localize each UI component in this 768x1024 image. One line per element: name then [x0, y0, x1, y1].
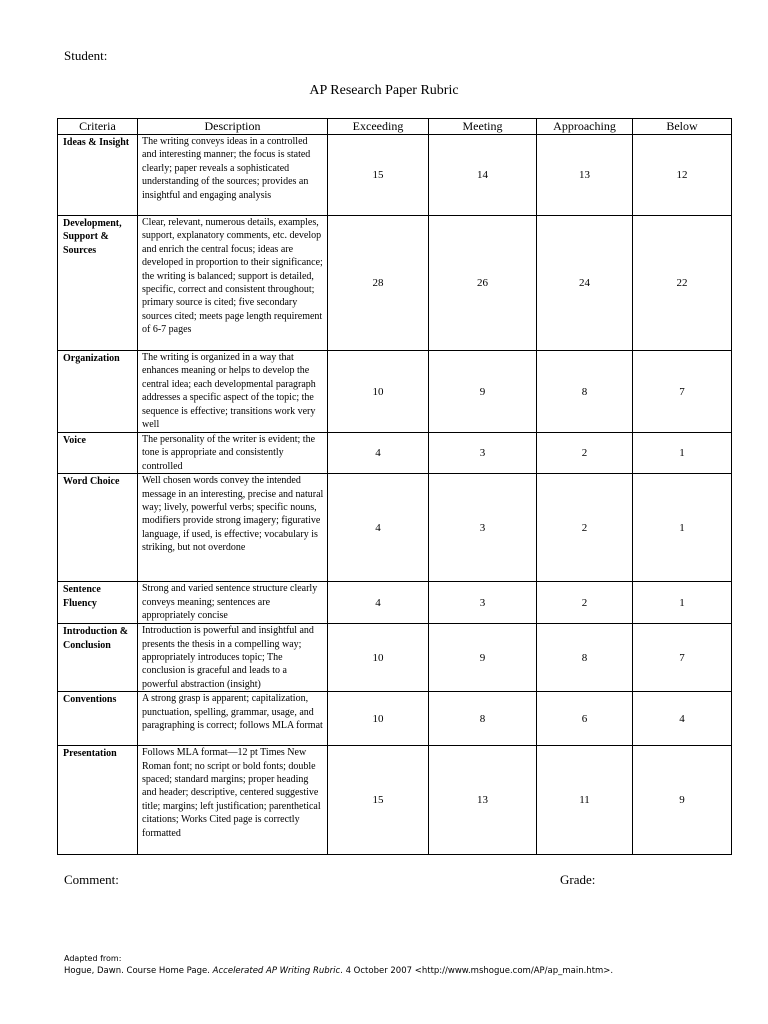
description-cell: Well chosen words convey the intended message in an interesting, precise and natural way; lively, powerful verbs; specific nouns, modifiers provide strong imagery; figurative language, if used, is effective; vocabulary is striking, but not overdone: [138, 474, 328, 582]
score-meeting: 14: [429, 135, 537, 216]
table-row: [58, 216, 732, 351]
rubric-table: [57, 118, 732, 855]
score-below: 12: [633, 135, 732, 216]
score-below: 1: [633, 582, 732, 624]
score-below: 7: [633, 351, 732, 433]
criteria-cell: Voice: [58, 433, 138, 474]
score-approaching: 2: [537, 582, 633, 624]
column-header-approaching: Approaching: [537, 119, 633, 135]
score-meeting: 9: [429, 624, 537, 692]
table-row: [58, 474, 732, 582]
page-title: AP Research Paper Rubric: [309, 83, 459, 98]
score-meeting: 8: [429, 692, 537, 746]
score-below: 1: [633, 474, 732, 582]
score-meeting: 3: [429, 582, 537, 624]
score-exceeding: 15: [328, 746, 429, 855]
table-row: [58, 351, 732, 433]
score-meeting: 13: [429, 746, 537, 855]
column-header-description: Description: [138, 119, 328, 135]
score-meeting: 26: [429, 216, 537, 351]
table-row: [58, 433, 732, 474]
criteria-cell: Ideas & Insight: [58, 135, 138, 216]
table-row: [58, 746, 732, 855]
citation: [64, 965, 613, 977]
score-below: 1: [633, 433, 732, 474]
criteria-cell: Word Choice: [58, 474, 138, 582]
description-cell: Clear, relevant, numerous details, examples, support, explanatory comments, etc. develop and enrich the central focus; ideas are developed in proportion to their significance; the writing is balanced; support is detailed, specific, correct and consistent throughout; primary source is cited; five secondary sources cited; meets page length requirement of 6-7 pages: [138, 216, 328, 351]
score-meeting: 3: [429, 433, 537, 474]
score-exceeding: 15: [328, 135, 429, 216]
description-cell: Strong and varied sentence structure clearly conveys meaning; sentences are appropriately concise: [138, 582, 328, 624]
criteria-cell: Development, Support & Sources: [58, 216, 138, 351]
citation-prefix: Hogue, Dawn. Course Home Page.: [64, 966, 213, 976]
score-approaching: 2: [537, 433, 633, 474]
score-below: 9: [633, 746, 732, 855]
table-row: [58, 135, 732, 216]
description-cell: Follows MLA format—12 pt Times New Roman font; no script or bold fonts; double spaced; standard margins; proper heading and header; descriptive, centered suggestive title; margins; left justification; parenthetical citations; Works Cited page is correctly formatted: [138, 746, 328, 855]
score-approaching: 11: [537, 746, 633, 855]
criteria-cell: Organization: [58, 351, 138, 433]
score-approaching: 2: [537, 474, 633, 582]
citation-title: Accelerated AP Writing Rubric: [212, 966, 341, 976]
score-exceeding: 28: [328, 216, 429, 351]
criteria-cell: Introduction & Conclusion: [58, 624, 138, 692]
criteria-cell: Presentation: [58, 746, 138, 855]
header-row: [58, 119, 732, 135]
column-header-below: Below: [633, 119, 732, 135]
table-row: [58, 692, 732, 746]
comment-label: Comment:: [64, 872, 119, 887]
column-header-meeting: Meeting: [429, 119, 537, 135]
description-cell: The writing conveys ideas in a controlled and interesting manner; the focus is stated clearly; paper reveals a sophisticated understanding of the sources; provides an insightful and engaging analysis: [138, 135, 328, 216]
description-cell: The personality of the writer is evident; the tone is appropriate and consistently controlled: [138, 433, 328, 474]
citation-suffix: . 4 October 2007 <http://www.mshogue.com/AP/ap_main.htm>.: [340, 966, 614, 976]
grade-label: Grade:: [560, 872, 596, 887]
score-exceeding: 4: [328, 474, 429, 582]
score-below: 22: [633, 216, 732, 351]
description-cell: A strong grasp is apparent; capitalization, punctuation, spelling, grammar, usage, and paragraphing is correct; follows MLA format: [138, 692, 328, 746]
adapted-from-label: Adapted from:: [64, 954, 122, 963]
description-cell: The writing is organized in a way that enhances meaning or helps to develop the central idea; each developmental paragraph addresses a specific aspect of the topic; the sequence is effective; transitions work very well: [138, 351, 328, 433]
table-row: [58, 624, 732, 692]
score-approaching: 13: [537, 135, 633, 216]
score-approaching: 24: [537, 216, 633, 351]
score-exceeding: 4: [328, 582, 429, 624]
score-approaching: 8: [537, 351, 633, 433]
score-approaching: 8: [537, 624, 633, 692]
criteria-cell: Conventions: [58, 692, 138, 746]
criteria-cell: Sentence Fluency: [58, 582, 138, 624]
score-meeting: 3: [429, 474, 537, 582]
description-cell: Introduction is powerful and insightful and presents the thesis in a compelling way; appropriately introduces topic; The conclusion is graceful and leads to a powerful abstraction (insight): [138, 624, 328, 692]
table-row: [58, 582, 732, 624]
student-label: Student:: [64, 48, 108, 63]
score-exceeding: 10: [328, 692, 429, 746]
score-meeting: 9: [429, 351, 537, 433]
column-header-criteria: Criteria: [58, 119, 138, 135]
score-below: 4: [633, 692, 732, 746]
score-exceeding: 4: [328, 433, 429, 474]
column-header-exceeding: Exceeding: [328, 119, 429, 135]
score-exceeding: 10: [328, 351, 429, 433]
score-below: 7: [633, 624, 732, 692]
score-exceeding: 10: [328, 624, 429, 692]
score-approaching: 6: [537, 692, 633, 746]
